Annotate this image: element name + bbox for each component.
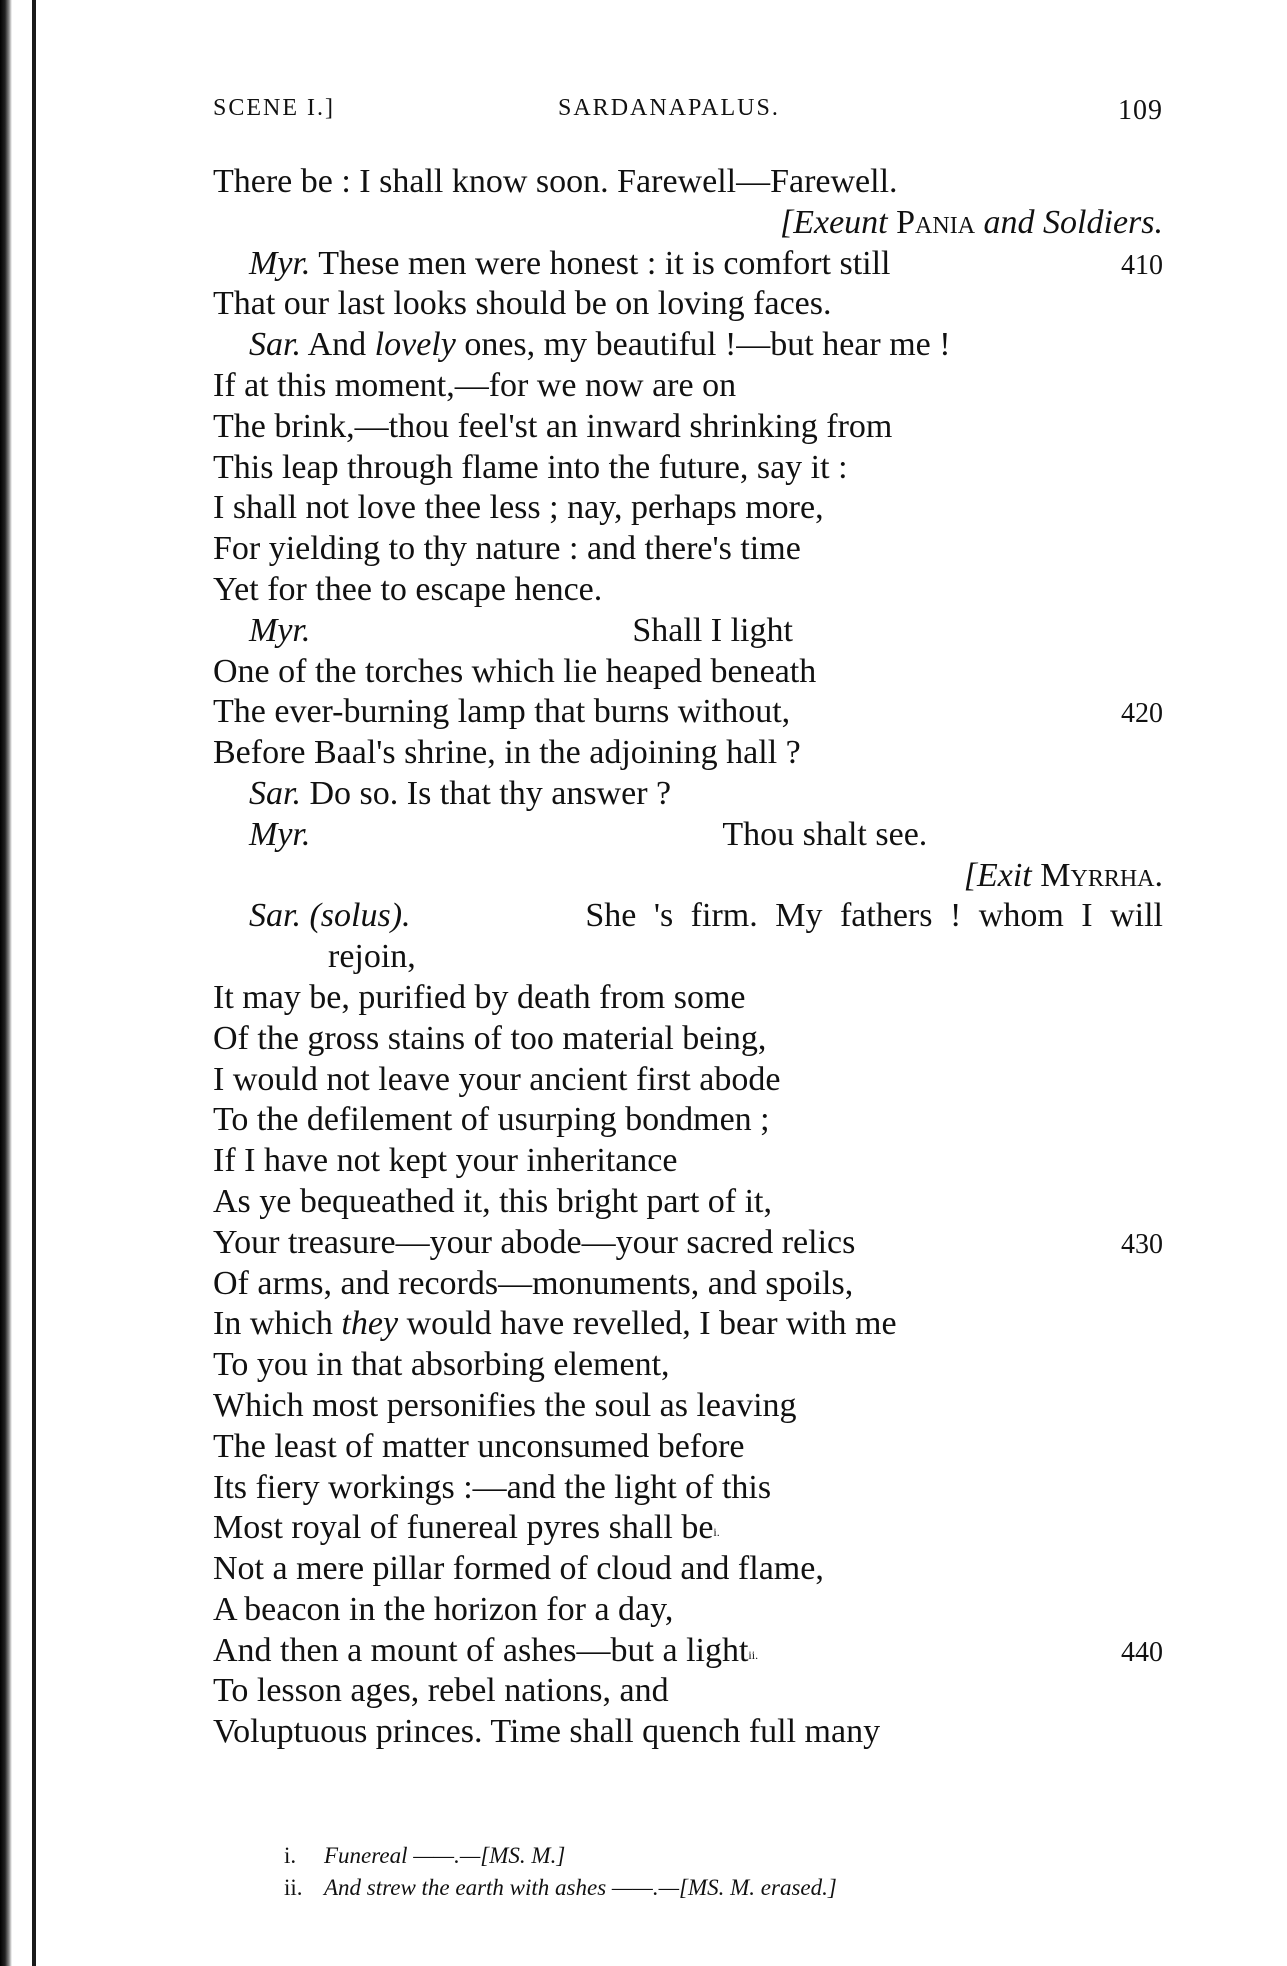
verse-line: I shall not love thee less ; nay, perhaps more, — [213, 489, 824, 527]
verse-line: Its fiery workings :—and the light of this — [213, 1468, 772, 1506]
verse-line: That our last looks should be on loving faces. — [213, 285, 832, 323]
verse-line: The brink,—thou feel'st an inward shrinking from — [213, 407, 893, 445]
page-edge-line — [32, 0, 36, 1966]
verse-line: For yielding to thy nature : and there's time — [213, 530, 801, 568]
verse-line: Of arms, and records—monuments, and spoils, — [213, 1264, 854, 1302]
exit-direction: [Exit Myrrha. — [963, 856, 1163, 894]
line-number: 430 — [1121, 1228, 1163, 1260]
footnote-mark: i. — [284, 1843, 297, 1868]
verse-line: It may be, purified by death from some — [213, 978, 746, 1016]
speaker: Myr. — [249, 244, 311, 282]
verse-line: Which most personifies the soul as leaving — [213, 1386, 797, 1424]
verse-line: Myr. These men were honest : it is comfort still 410 — [213, 244, 1163, 285]
verse-line: And then a mount of ashes—but a light$^{ii.}$ 440 — [213, 1631, 1163, 1672]
line-number: 440 — [1121, 1636, 1163, 1668]
verse-line: There be : I shall know soon. Farewell—Farewell. — [213, 163, 898, 200]
stage-direction — [213, 856, 1163, 897]
verse-line: In which they would have revelled, I bear with me — [213, 1305, 897, 1343]
footnote-ref: i. — [713, 1525, 720, 1540]
verse-line: If at this moment,—for we now are on — [213, 366, 737, 404]
emphasis: they — [341, 1305, 399, 1343]
emphasis: lovely — [374, 326, 456, 364]
verse-line: This leap through flame into the future, say it : — [213, 448, 848, 486]
stage-direction — [213, 203, 1163, 244]
verse-line: I would not leave your ancient first abode — [213, 1060, 781, 1098]
header-scene: SCENE I.] — [213, 95, 335, 121]
speaker: Myr. — [249, 815, 311, 853]
verse-line: A beacon in the horizon for a day, — [213, 1590, 674, 1628]
page-edge-shadow — [0, 0, 12, 1966]
page-number: 109 — [1118, 95, 1163, 126]
footnote-mark: ii. — [284, 1875, 303, 1900]
verse-line: Yet for thee to escape hence. — [213, 570, 603, 608]
footnote — [284, 1872, 1144, 1904]
speaker: Sar. — [249, 897, 301, 935]
verse-line: To lesson ages, rebel nations, and — [213, 1672, 669, 1710]
verse-line: One of the torches which lie heaped beneath — [213, 652, 817, 690]
verse-line: Voluptuous princes. Time shall quench full many — [213, 1713, 881, 1751]
verse-line: Not a mere pillar formed of cloud and flame, — [213, 1550, 824, 1588]
verse-line: Sar. (solus). She 's firm. My fathers ! whom I will — [249, 897, 1163, 935]
verse-line: If I have not kept your inheritance — [213, 1142, 678, 1180]
speaker: Myr. — [249, 611, 311, 649]
verse-line: As ye bequeathed it, this bright part of it, — [213, 1182, 772, 1220]
line-number: 420 — [1121, 698, 1163, 730]
footnote-text: Funereal ——.—[MS. M.] — [324, 1843, 566, 1868]
footnote — [284, 1840, 1144, 1872]
verse-line: rejoin, — [328, 938, 416, 976]
verse-line: To the defilement of usurping bondmen ; — [213, 1101, 770, 1139]
header-title: SARDANAPALUS. — [558, 95, 780, 121]
stage-note: (solus). — [309, 897, 411, 935]
verse-line: Of the gross stains of too material being, — [213, 1019, 767, 1057]
verse-line: Sar. And lovely ones, my beautiful !—but hear me ! — [249, 326, 951, 364]
footnote-text: And strew the earth with ashes ——.—[MS. M. erased.] — [324, 1875, 837, 1900]
verse-line: The ever-burning lamp that burns without, 420 — [213, 692, 1163, 733]
exeunt-direction: [Exeunt Pania and Soldiers. — [780, 203, 1163, 241]
footnote-ref: ii. — [748, 1647, 759, 1662]
verse-line: The least of matter unconsumed before — [213, 1427, 745, 1465]
speaker: Sar. — [249, 326, 301, 364]
speaker: Sar. — [249, 774, 301, 812]
verse-line: Myr. Thou shalt see. — [249, 815, 928, 853]
verse-line: Most royal of funereal pyres shall $be^{i.}$ — [213, 1509, 720, 1547]
verse-text — [213, 162, 1163, 1753]
verse-line: Before Baal's shrine, in the adjoining hall ? — [213, 734, 801, 772]
footnotes — [284, 1840, 1144, 1904]
verse-line: Your treasure—your abode—your sacred relics 430 — [213, 1223, 1163, 1264]
verse-line: To you in that absorbing element, — [213, 1346, 670, 1384]
running-header — [213, 95, 1163, 135]
line-number: 410 — [1121, 249, 1163, 281]
verse-line: Sar. Do so. Is that thy answer ? — [249, 774, 672, 812]
verse-line: Myr. Shall I light — [249, 611, 793, 649]
